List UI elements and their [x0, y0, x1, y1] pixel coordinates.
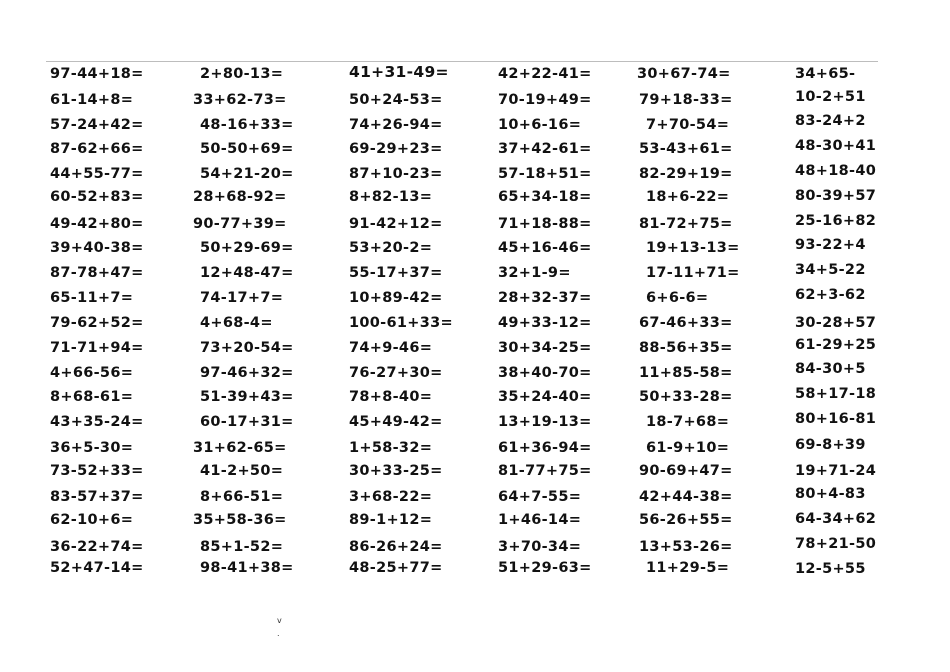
problem-c3-r20: 86-26+24= — [349, 539, 443, 555]
problem-c2-r7: 90-77+39= — [193, 216, 287, 232]
problem-c3-r10: 10+89-42= — [349, 290, 443, 306]
problem-c1-r13: 4+66-56= — [50, 365, 134, 381]
problem-c3-r4: 69-29+23= — [349, 141, 443, 157]
problem-c4-r6: 65+34-18= — [498, 189, 592, 205]
problem-c2-r15: 60-17+31= — [200, 414, 294, 430]
problem-c6-r5: 48+18-40 — [795, 163, 877, 179]
problem-c2-r19: 35+58-36= — [193, 512, 287, 528]
problem-c4-r10: 28+32-37= — [498, 290, 592, 306]
problem-c6-r16: 69-8+39 — [795, 437, 866, 453]
problem-c6-r1: 34+65- — [795, 66, 856, 82]
problem-c4-r4: 37+42-61= — [498, 141, 592, 157]
problem-c4-r19: 1+46-14= — [498, 512, 582, 528]
problem-c3-r15: 45+49-42= — [349, 414, 443, 430]
problem-c5-r9: 17-11+71= — [646, 265, 740, 281]
problem-c5-r19: 56-26+55= — [639, 512, 733, 528]
problem-c5-r5: 82-29+19= — [639, 166, 733, 182]
problem-c1-r15: 43+35-24= — [50, 414, 144, 430]
problem-c4-r14: 35+24-40= — [498, 389, 592, 405]
problem-c2-r13: 97-46+32= — [200, 365, 294, 381]
problem-c5-r17: 90-69+47= — [639, 463, 733, 479]
problem-c6-r7: 25-16+82 — [795, 213, 877, 229]
problem-c5-r20: 13+53-26= — [639, 539, 733, 555]
problem-c4-r13: 38+40-70= — [498, 365, 592, 381]
problem-c6-r9: 34+5-22 — [795, 262, 866, 278]
problem-c4-r18: 64+7-55= — [498, 489, 582, 505]
problem-c6-r13: 84-30+5 — [795, 361, 866, 377]
problem-c6-r17: 19+71-24 — [795, 463, 877, 479]
problem-c3-r13: 76-27+30= — [349, 365, 443, 381]
problem-c1-r12: 71-71+94= — [50, 340, 144, 356]
problem-c5-r11: 67-46+33= — [639, 315, 733, 331]
problem-c3-r12: 74+9-46= — [349, 340, 433, 356]
problem-c1-r7: 49-42+80= — [50, 216, 144, 232]
problem-c4-r8: 45+16-46= — [498, 240, 592, 256]
problem-c5-r4: 53-43+61= — [639, 141, 733, 157]
problem-c1-r17: 73-52+33= — [50, 463, 144, 479]
problem-c5-r8: 19+13-13= — [646, 240, 740, 256]
problem-c2-r6: 28+68-92= — [193, 189, 287, 205]
problem-c3-r8: 53+20-2= — [349, 240, 433, 256]
problem-c1-r2: 61-14+8= — [50, 92, 134, 108]
problem-c1-r11: 79-62+52= — [50, 315, 144, 331]
problem-c5-r15: 18-7+68= — [646, 414, 730, 430]
problem-c5-r3: 7+70-54= — [646, 117, 730, 133]
problem-c3-r19: 89-1+12= — [349, 512, 433, 528]
problem-c1-r10: 65-11+7= — [50, 290, 134, 306]
problem-c2-r21: 98-41+38= — [200, 560, 294, 576]
problem-c6-r18: 80+4-83 — [795, 486, 866, 502]
problem-c2-r8: 50+29-69= — [200, 240, 294, 256]
problem-c3-r14: 78+8-40= — [349, 389, 433, 405]
problem-c3-r1: 41+31-49= — [349, 63, 449, 81]
problem-c2-r11: 4+68-4= — [200, 315, 273, 331]
problem-c1-r1: 97-44+18= — [50, 66, 144, 82]
problem-c2-r20: 85+1-52= — [200, 539, 284, 555]
problem-c6-r3: 83-24+2 — [795, 113, 866, 129]
header-rule — [46, 61, 878, 62]
problem-c3-r21: 48-25+77= — [349, 560, 443, 576]
problem-c3-r6: 8+82-13= — [349, 189, 433, 205]
problem-c2-r1: 2+80-13= — [200, 66, 284, 82]
problem-c3-r7: 91-42+12= — [349, 216, 443, 232]
problem-c1-r21: 52+47-14= — [50, 560, 144, 576]
problem-c1-r4: 87-62+66= — [50, 141, 144, 157]
problem-c4-r16: 61+36-94= — [498, 440, 592, 456]
problem-c1-r6: 60-52+83= — [50, 189, 144, 205]
problem-c6-r12: 61-29+25 — [795, 337, 877, 353]
problem-c5-r12: 88-56+35= — [639, 340, 733, 356]
problem-c1-r19: 62-10+6= — [50, 512, 134, 528]
problem-c4-r1: 42+22-41= — [498, 66, 592, 82]
problem-c2-r18: 8+66-51= — [200, 489, 284, 505]
problem-c4-r21: 51+29-63= — [498, 560, 592, 576]
problem-c2-r12: 73+20-54= — [200, 340, 294, 356]
problem-c1-r9: 87-78+47= — [50, 265, 144, 281]
problem-c4-r5: 57-18+51= — [498, 166, 592, 182]
problem-c1-r5: 44+55-77= — [50, 166, 144, 182]
problem-c4-r11: 49+33-12= — [498, 315, 592, 331]
problem-c2-r4: 50-50+69= — [200, 141, 294, 157]
problem-c1-r16: 36+5-30= — [50, 440, 134, 456]
problem-c6-r19: 64-34+62 — [795, 511, 877, 527]
problem-c1-r8: 39+40-38= — [50, 240, 144, 256]
problem-c5-r14: 50+33-28= — [639, 389, 733, 405]
problem-c2-r16: 31+62-65= — [193, 440, 287, 456]
problem-c5-r18: 42+44-38= — [639, 489, 733, 505]
problem-c5-r1: 30+67-74= — [637, 66, 731, 82]
footer-mark-dot: . — [277, 629, 280, 638]
problem-c5-r21: 11+29-5= — [646, 560, 730, 576]
problem-c4-r7: 71+18-88= — [498, 216, 592, 232]
problem-c5-r7: 81-72+75= — [639, 216, 733, 232]
problem-c3-r2: 50+24-53= — [349, 92, 443, 108]
problem-c5-r2: 79+18-33= — [639, 92, 733, 108]
problem-c1-r3: 57-24+42= — [50, 117, 144, 133]
problem-c3-r5: 87+10-23= — [349, 166, 443, 182]
problem-c6-r11: 30-28+57 — [795, 315, 877, 331]
problem-c6-r20: 78+21-50 — [795, 536, 877, 552]
problem-c4-r15: 13+19-13= — [498, 414, 592, 430]
problem-c2-r17: 41-2+50= — [200, 463, 284, 479]
problem-c3-r9: 55-17+37= — [349, 265, 443, 281]
problem-c3-r16: 1+58-32= — [349, 440, 433, 456]
problem-c3-r17: 30+33-25= — [349, 463, 443, 479]
problem-c5-r13: 11+85-58= — [639, 365, 733, 381]
problem-c2-r3: 48-16+33= — [200, 117, 294, 133]
problem-c3-r3: 74+26-94= — [349, 117, 443, 133]
problem-c6-r14: 58+17-18 — [795, 386, 877, 402]
problem-c4-r9: 32+1-9= — [498, 265, 571, 281]
problem-c4-r12: 30+34-25= — [498, 340, 592, 356]
problem-c2-r5: 54+21-20= — [200, 166, 294, 182]
problem-c1-r14: 8+68-61= — [50, 389, 134, 405]
problem-c6-r15: 80+16-81 — [795, 411, 877, 427]
problem-c2-r2: 33+62-73= — [193, 92, 287, 108]
problem-c1-r18: 83-57+37= — [50, 489, 144, 505]
problem-c5-r10: 6+6-6= — [646, 290, 709, 306]
problem-c2-r10: 74-17+7= — [200, 290, 284, 306]
problem-c6-r6: 80-39+57 — [795, 188, 877, 204]
problem-c6-r8: 93-22+4 — [795, 237, 866, 253]
problem-c4-r3: 10+6-16= — [498, 117, 582, 133]
problem-c4-r17: 81-77+75= — [498, 463, 592, 479]
problem-c3-r18: 3+68-22= — [349, 489, 433, 505]
problem-c6-r2: 10-2+51 — [795, 89, 866, 105]
problem-c5-r6: 18+6-22= — [646, 189, 730, 205]
problem-c2-r14: 51-39+43= — [200, 389, 294, 405]
problem-c4-r20: 3+70-34= — [498, 539, 582, 555]
problem-c4-r2: 70-19+49= — [498, 92, 592, 108]
problem-c6-r4: 48-30+41 — [795, 138, 877, 154]
problem-c5-r16: 61-9+10= — [646, 440, 730, 456]
problem-c3-r11: 100-61+33= — [349, 315, 453, 331]
problem-c2-r9: 12+48-47= — [200, 265, 294, 281]
problem-c1-r20: 36-22+74= — [50, 539, 144, 555]
footer-mark-v: v — [277, 616, 282, 625]
problem-c6-r21: 12-5+55 — [795, 561, 866, 577]
problem-c6-r10: 62+3-62 — [795, 287, 866, 303]
